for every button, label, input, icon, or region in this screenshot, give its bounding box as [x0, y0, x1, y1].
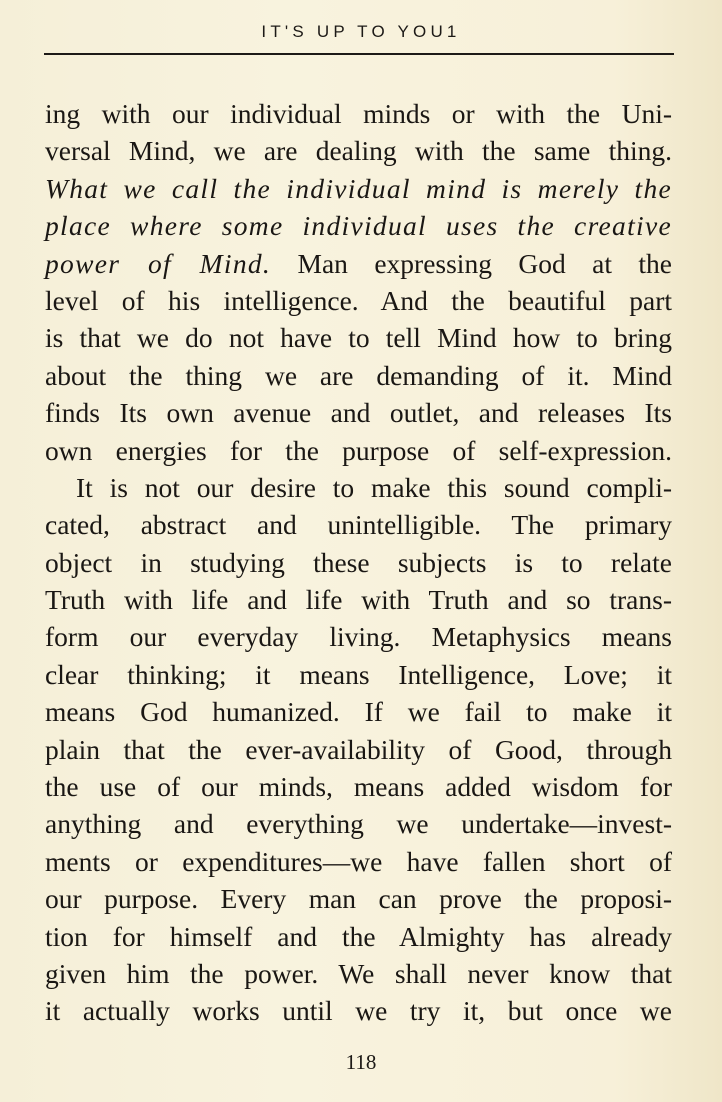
line-text: our purpose. Every man can prove the proposi-: [45, 883, 672, 915]
text-line: [45, 693, 672, 730]
text-line: [45, 506, 672, 543]
text-line: [45, 432, 672, 469]
line-text: ments or expenditures—we have fallen short of: [45, 845, 672, 877]
line-text: level of his intelligence. And the beautiful part: [45, 284, 672, 316]
text-line: [45, 319, 672, 356]
text-line: [45, 731, 672, 768]
text-line: [45, 95, 672, 132]
line-text: clear thinking; it means Intelligence, Love; it: [45, 658, 672, 690]
text-line: [45, 768, 672, 805]
italic-text: What we call the individual mind is merely the: [45, 172, 672, 204]
text-line: [45, 132, 672, 169]
line-text: anything and everything we undertake—invest-: [45, 808, 672, 840]
page-number: 118: [345, 1050, 377, 1074]
line-text: object in studying these subjects is to relate: [45, 546, 672, 578]
line-text: ing with our individual minds or with the Uni-: [45, 98, 672, 129]
text-line: [45, 955, 672, 992]
line-text: about the thing we are demanding of it. Mind: [45, 359, 672, 391]
line-text: Man expressing God at the: [271, 247, 672, 279]
italic-text: place where some individual uses the creative: [45, 210, 672, 242]
line-text: it actually works until we try it, but once we: [45, 995, 672, 1027]
text-line-italic: [45, 170, 672, 207]
line-text: plain that the ever-availability of Good, through: [45, 733, 672, 765]
paragraph-start-line: [45, 469, 672, 506]
text-line: [45, 618, 672, 655]
header-rule: [44, 53, 674, 55]
text-line-mixed: [45, 245, 672, 282]
text-line-italic: [45, 207, 672, 244]
text-line: [45, 394, 672, 431]
italic-text: power of Mind.: [45, 247, 272, 279]
line-text: the use of our minds, means added wisdom for: [45, 771, 672, 803]
line-text: is that we do not have to tell Mind how to bring: [45, 322, 672, 354]
text-line: [45, 880, 672, 917]
line-text: means God humanized. If we fail to make it: [45, 696, 672, 728]
text-line: [45, 656, 672, 693]
line-text: Truth with life and life with Truth and so trans-: [45, 584, 672, 616]
text-line: [45, 357, 672, 394]
line-text: own energies for the purpose of self-expression.: [45, 434, 672, 466]
running-head: IT'S UP TO YOU1: [261, 22, 461, 41]
text-line: [45, 805, 672, 842]
text-line: [45, 918, 672, 955]
line-text: form our everyday living. Metaphysics means: [45, 621, 672, 653]
line-text: cated, abstract and unintelligible. The primary: [45, 509, 672, 541]
text-line: [45, 544, 672, 581]
text-line: [45, 581, 672, 618]
line-text: versal Mind, we are dealing with the same thing.: [45, 135, 672, 167]
text-line: [45, 282, 672, 319]
text-line: [45, 843, 672, 880]
line-text: tion for himself and the Almighty has already: [45, 920, 672, 952]
line-text: finds Its own avenue and outlet, and releases Its: [45, 397, 672, 429]
line-text: It is not our desire to make this sound compli-: [76, 471, 672, 503]
body-text: [45, 95, 672, 1030]
line-text: given him the power. We shall never know that: [45, 957, 672, 989]
text-line: [45, 992, 672, 1029]
